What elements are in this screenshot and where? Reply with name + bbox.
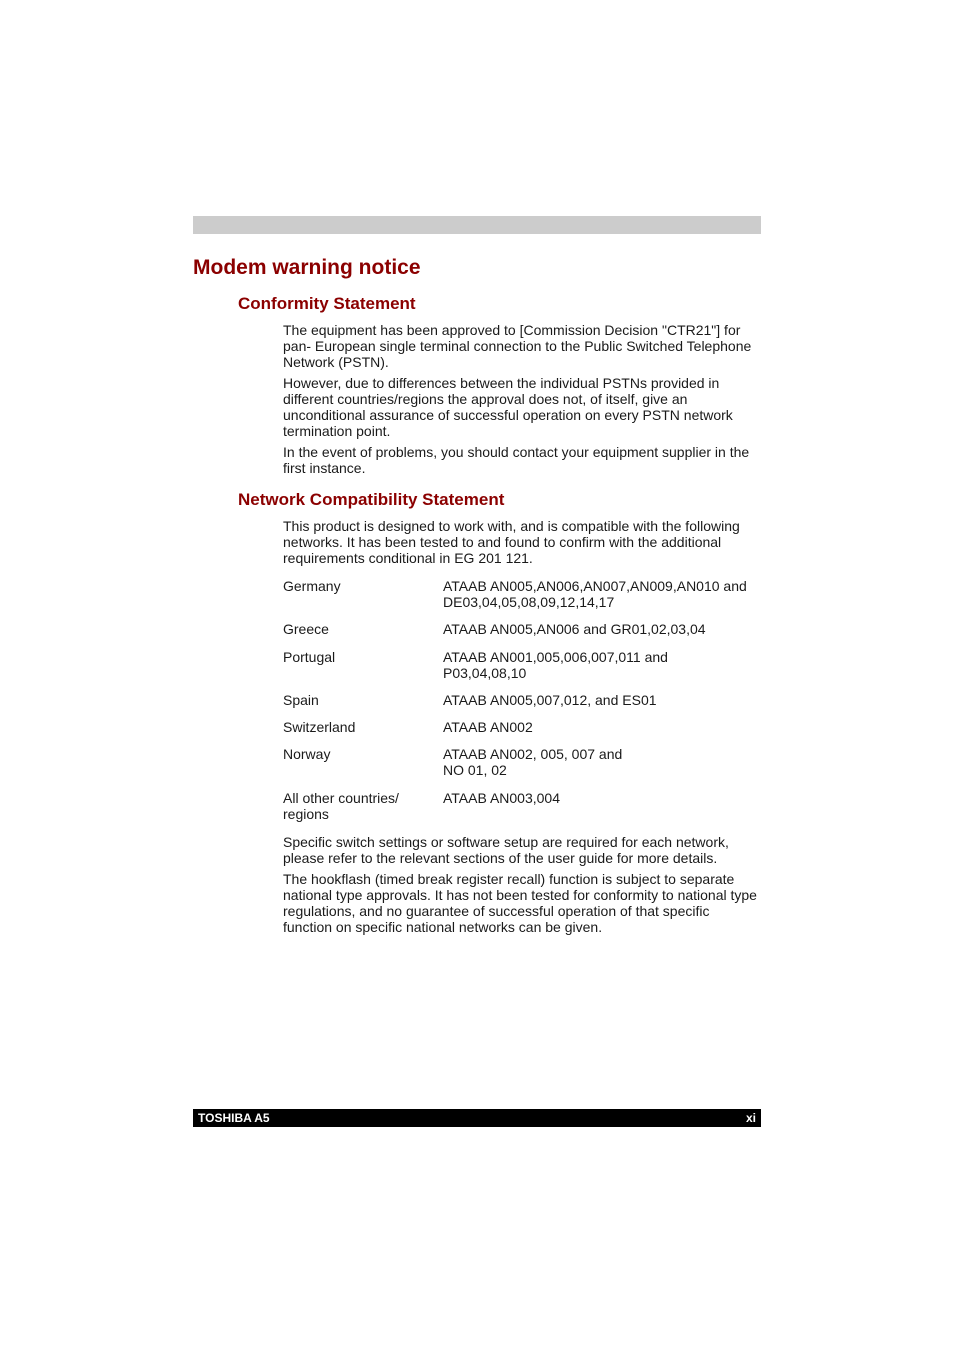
- footer-product: TOSHIBA A5: [198, 1111, 270, 1125]
- standards-list: ATAAB AN005,AN006 and GR01,02,03,04: [443, 621, 706, 637]
- country-name: Switzerland: [283, 719, 356, 735]
- country-name: Greece: [283, 621, 329, 637]
- network-heading: Network Compatibility Statement: [238, 490, 505, 509]
- country-name: All other countries/ regions: [283, 790, 399, 822]
- page-footer: [193, 1109, 761, 1127]
- standards-list: ATAAB AN002: [443, 719, 533, 735]
- country-name: Portugal: [283, 649, 336, 665]
- page-title: Modem warning notice: [193, 256, 421, 279]
- conformity-paragraph-1: The equipment has been approved to [Commission Decision "CTR21"] for pan- European single terminal connection to the Public Switched Telephone Network (PSTN).: [283, 322, 752, 370]
- header-rule: [193, 216, 761, 234]
- network-paragraph-hookflash: The hookflash (timed break register recall) function is subject to separate national type approvals. It has not been tested for conformity to national type regulations, and no guarantee of successful operation of that specific function on specific national networks can be given.: [283, 871, 757, 935]
- standards-list: ATAAB AN005,007,012, and ES01: [443, 692, 657, 708]
- standards-list: ATAAB AN003,004: [443, 790, 560, 806]
- standards-list: ATAAB AN005,AN006,AN007,AN009,AN010 and DE03,04,05,08,09,12,14,17: [443, 578, 747, 610]
- country-name: Germany: [283, 578, 341, 594]
- footer-page-number: xi: [745, 1111, 756, 1125]
- country-name: Spain: [283, 692, 319, 708]
- conformity-heading: Conformity Statement: [238, 294, 416, 313]
- network-intro: This product is designed to work with, and is compatible with the following networks. It has been tested to and found to confirm with the additional requirements conditional in EG 201 121.: [283, 518, 740, 566]
- conformity-paragraph-2: However, due to differences between the individual PSTNs provided in different countries/regions the approval does not, of itself, give an unconditional assurance of successful operation on every PSTN network termination point.: [283, 375, 733, 439]
- standards-list: ATAAB AN001,005,006,007,011 and P03,04,08,10: [443, 649, 668, 681]
- country-name: Norway: [283, 746, 331, 762]
- standards-list: ATAAB AN002, 005, 007 and NO 01, 02: [443, 746, 623, 778]
- network-paragraph-switch-settings: Specific switch settings or software setup are required for each network, please refer to the relevant sections of the user guide for more details.: [283, 834, 729, 866]
- conformity-paragraph-3: In the event of problems, you should contact your equipment supplier in the first instance.: [283, 444, 750, 476]
